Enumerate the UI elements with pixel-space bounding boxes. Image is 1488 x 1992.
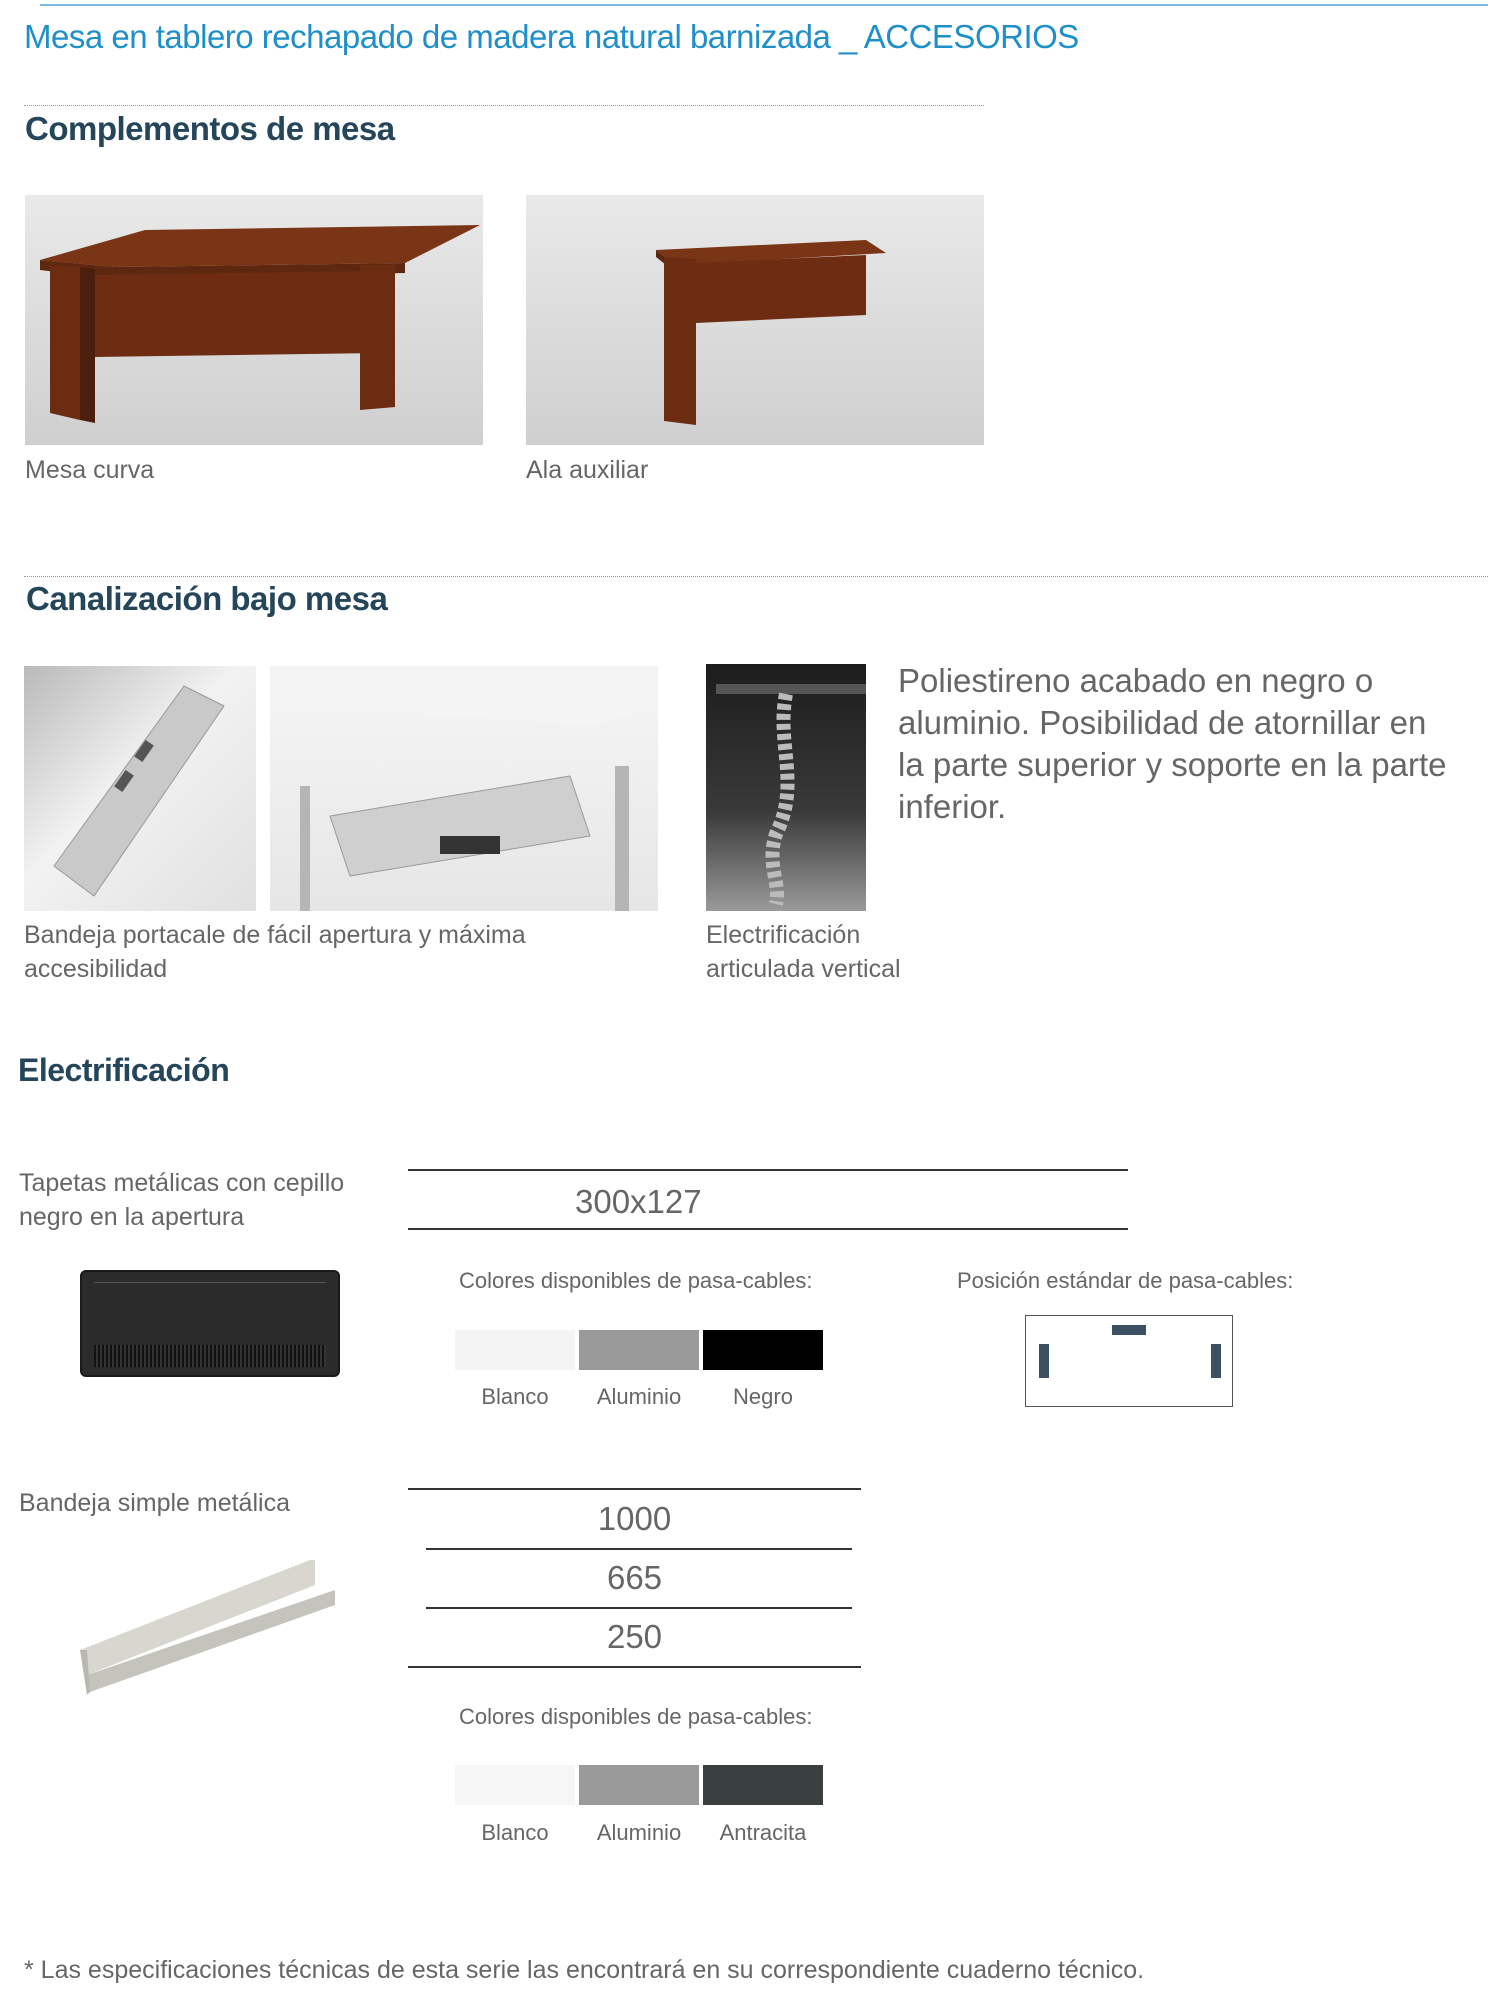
caption-line: accesibilidad	[24, 955, 168, 983]
description-line: aluminio. Posibilidad de atornillar en	[898, 704, 1427, 741]
bandeja-size: 1000	[597, 1500, 672, 1537]
table-rule	[426, 1548, 852, 1550]
caption-bandeja-portacable	[24, 918, 526, 986]
table-rule	[408, 1169, 1128, 1171]
section-title-complementos: Complementos de mesa	[25, 110, 395, 147]
curved-desk-photo	[25, 195, 483, 445]
section-title-electrificacion: Electrificación	[18, 1052, 230, 1088]
swatch-label: Aluminio	[596, 1820, 682, 1845]
divider	[24, 576, 1488, 577]
vertical-electrification-photo	[706, 664, 866, 911]
caption-mesa-curva: Mesa curva	[25, 456, 155, 484]
cable-tray-photo-1	[24, 666, 256, 911]
cable-tray-photo-2	[270, 666, 658, 911]
bandeja-label: Bandeja simple metálica	[19, 1489, 290, 1517]
caption-electrificacion-articulada	[706, 918, 901, 986]
swatch-blanco	[455, 1330, 575, 1370]
swatch-antracita	[703, 1765, 823, 1805]
caption-line: articulada vertical	[706, 955, 901, 983]
table-rule	[408, 1228, 1128, 1230]
label-line: negro en la apertura	[19, 1203, 245, 1231]
tapetas-colors-label: Colores disponibles de pasa-cables:	[459, 1268, 813, 1293]
swatch-label: Antracita	[719, 1820, 807, 1845]
position-label: Posición estándar de pasa-cables:	[957, 1268, 1294, 1293]
top-grommet	[1112, 1325, 1146, 1335]
swatch-label: Blanco	[481, 1820, 549, 1845]
description-line: la parte superior y soporte en la parte	[898, 746, 1447, 783]
polystyrene-description	[898, 660, 1446, 828]
caption-ala-auxiliar: Ala auxiliar	[526, 456, 649, 484]
auxiliary-wing-photo	[526, 195, 984, 445]
metal-tray-photo	[60, 1550, 360, 1700]
swatch-negro	[703, 1330, 823, 1370]
right-grommet	[1211, 1344, 1221, 1378]
bandeja-size: 250	[606, 1618, 663, 1655]
left-grommet	[1039, 1344, 1049, 1378]
swatch-aluminio	[579, 1765, 699, 1805]
description-line: Poliestireno acabado en negro o	[898, 662, 1374, 699]
page-title: Mesa en tablero rechapado de madera natural barnizada _ ACCESORIOS	[24, 18, 1079, 55]
table-rule	[408, 1488, 861, 1490]
footer-note: * Las especificaciones técnicas de esta serie las encontrará en su correspondiente cuaderno técnico.	[24, 1956, 1145, 1984]
tapetas-label	[19, 1166, 344, 1234]
section-title-canalizacion: Canalización bajo mesa	[26, 580, 388, 617]
caption-line: Bandeja portacale de fácil apertura y máxima	[24, 921, 526, 949]
swatch-label: Aluminio	[596, 1384, 682, 1409]
description-line: inferior.	[898, 788, 1007, 825]
label-line: Tapetas metálicas con cepillo	[19, 1169, 345, 1197]
swatch-label: Blanco	[481, 1384, 549, 1409]
metal-cover-photo	[80, 1270, 340, 1377]
swatch-blanco	[455, 1765, 575, 1805]
table-rule	[408, 1666, 861, 1668]
bandeja-size: 665	[606, 1559, 663, 1596]
swatch-aluminio	[579, 1330, 699, 1370]
bandeja-colors-label: Colores disponibles de pasa-cables:	[459, 1704, 813, 1729]
divider	[24, 105, 984, 106]
swatch-label: Negro	[733, 1384, 793, 1409]
top-rule	[40, 4, 1488, 6]
position-diagram	[1025, 1315, 1233, 1407]
table-rule	[426, 1607, 852, 1609]
caption-line: Electrificación	[706, 921, 861, 949]
tapetas-size: 300x127	[575, 1183, 702, 1220]
